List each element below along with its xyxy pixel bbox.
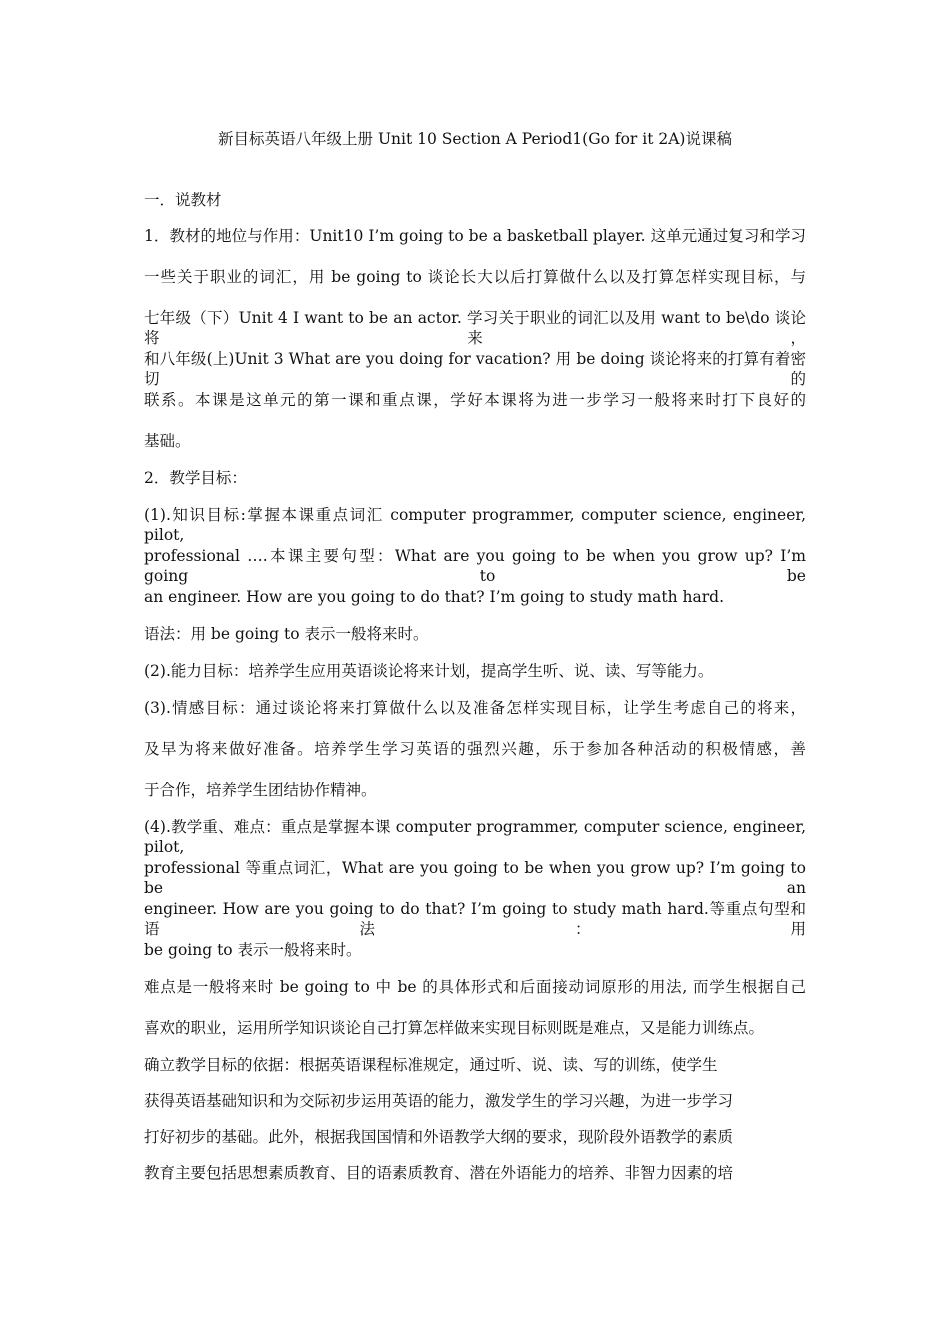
section-heading: 一．说教材 (144, 191, 222, 209)
paragraph-line: be going to 表示一般将来时。 (144, 941, 362, 959)
paragraph-line: (3).情感目标：通过谈论将来打算做什么以及准备怎样实现目标，让学生考虑自己的将来， (144, 699, 806, 717)
paragraph-line: (1).知识目标:掌握本课重点词汇 computer programmer, computer science, engineer, pilot, (144, 506, 806, 544)
paragraph-line: 及早为将来做好准备。培养学生学习英语的强烈兴趣，乐于参加各种活动的积极情感，善 (144, 740, 806, 758)
paragraph-line: an engineer. How are you going to do that? I’m going to study math hard. (144, 588, 725, 606)
paragraph-line: 喜欢的职业，运用所学知识谈论自己打算怎样做来实现目标则既是难点，又是能力训练点。 (144, 1019, 765, 1037)
paragraph-line: 打好初步的基础。此外，根据我国国情和外语教学大纲的要求，现阶段外语教学的素质 (144, 1128, 734, 1146)
paragraph-line: 语法：用 be going to 表示一般将来时。 (144, 625, 429, 643)
paragraph-line: 七年级（下）Unit 4 I want to be an actor. 学习关于职业的词汇以及用 want to be\do 谈论将来， (144, 309, 806, 347)
paragraph-line: 基础。 (144, 432, 191, 450)
paragraph-line: (4).教学重、难点：重点是掌握本课 computer programmer, computer science, engineer, pilot, (144, 818, 806, 856)
paragraph-line: 教育主要包括思想素质教育、目的语素质教育、潜在外语能力的培养、非智力因素的培 (144, 1164, 734, 1182)
paragraph-line: 确立教学目标的依据：根据英语课程标准规定，通过听、说、读、写的训练，使学生 (144, 1056, 718, 1074)
paragraph-line: engineer. How are you going to do that? I’m going to study math hard.等重点句型和语法：用 (144, 900, 806, 938)
paragraph-line: 和八年级(上)Unit 3 What are you doing for vacation? 用 be doing 谈论将来的打算有着密切的 (144, 350, 806, 388)
paragraph-line: professional 等重点词汇，What are you going to be when you grow up? I’m going to be an (144, 859, 806, 897)
paragraph-line: 1．教材的地位与作用：Unit10 I’m going to be a basketball player. 这单元通过复习和学习 (144, 227, 806, 245)
paragraph-line: 难点是一般将来时 be going to 中 be 的具体形式和后面接动词原形的用法, 而学生根据自己 (144, 978, 806, 996)
paragraph-line: (2).能力目标：培养学生应用英语谈论将来计划，提高学生听、说、读、写等能力。 (144, 662, 714, 680)
subsection-heading: 2．教学目标： (144, 469, 247, 487)
paragraph-line: 获得英语基础知识和为交际初步运用英语的能力，激发学生的学习兴趣，为进一步学习 (144, 1092, 734, 1110)
document-title: 新目标英语八年级上册 Unit 10 Section A Period1(Go for it 2A)说课稿 (218, 130, 732, 148)
paragraph-line: 于合作，培养学生团结协作精神。 (144, 781, 377, 799)
paragraph-line: 联系。本课是这单元的第一课和重点课，学好本课将为进一步学习一般将来时打下良好的 (144, 391, 806, 409)
paragraph-line: 一些关于职业的词汇，用 be going to 谈论长大以后打算做什么以及打算怎样实现目标，与 (144, 268, 806, 286)
paragraph-line: professional ….本课主要句型：What are you going to be when you grow up? I’m going to be (144, 547, 806, 585)
